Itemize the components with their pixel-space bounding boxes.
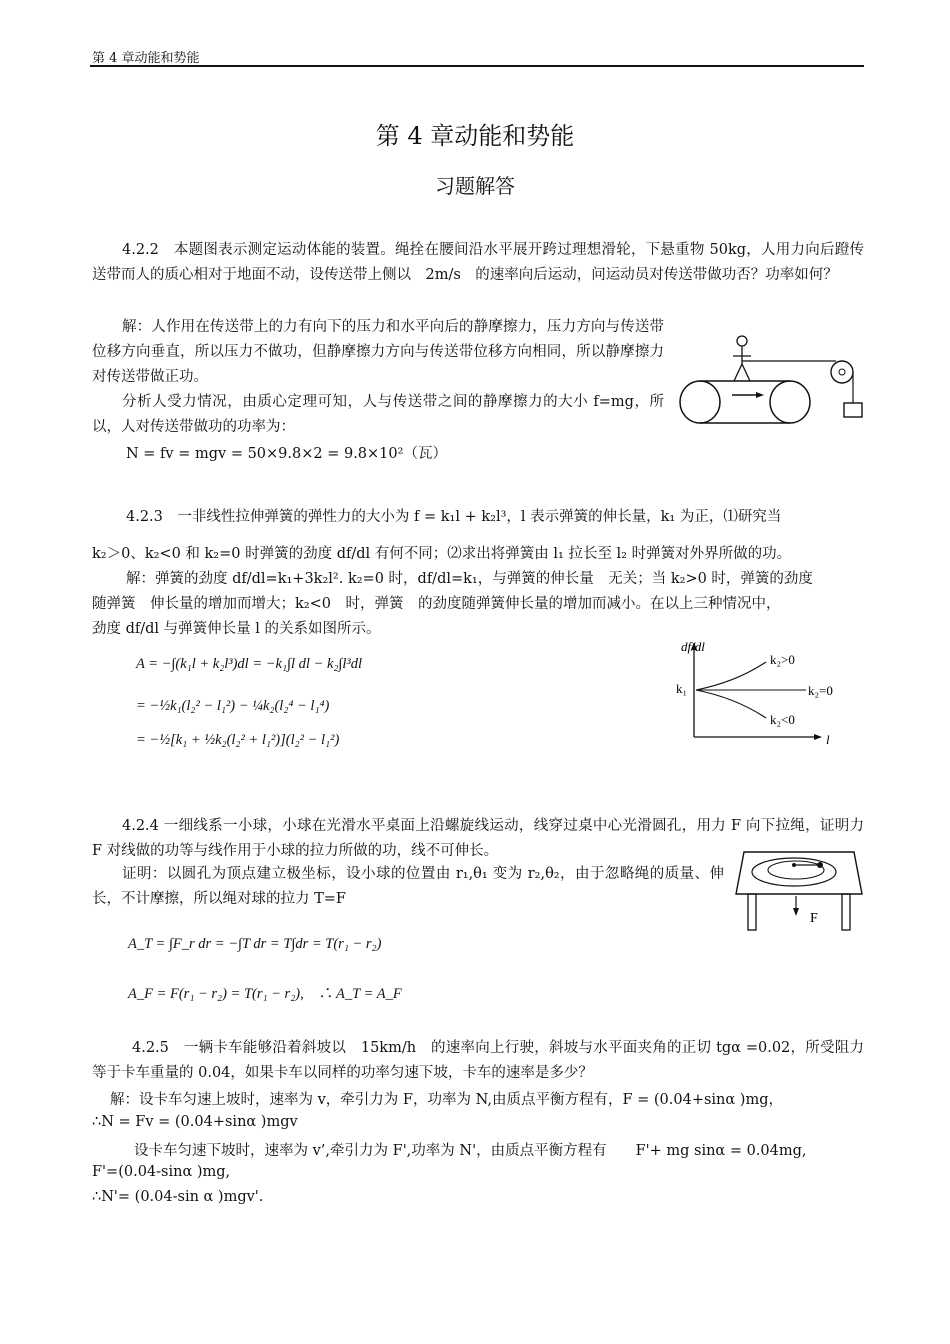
solution-4-2-5-line1: 解：设卡车匀速上坡时，速率为 v，牵引力为 F，功率为 N,由质点平衡方程有，F = (0.04+sinα )mg， — [110, 1092, 783, 1108]
solution-4-2-5-line4: F'=(0.04-sinα )mg, — [92, 1164, 231, 1180]
solution-4-2-2-para2: 分析人受力情况，由质心定理可知，人与传送带之间的静摩擦力的大小 f=mg，所以，人对传送带做功的功率为： — [92, 394, 664, 435]
figure-F-label: F — [810, 911, 818, 926]
graph-down-label: k₂<0 — [770, 712, 795, 727]
table-spiral-figure — [734, 844, 864, 944]
work-integral-eq3: = −½[k₁ + ½k₂(l₂² + l₁²)](l₂² − l₁²) — [136, 732, 340, 748]
graph-xlabel: l — [826, 732, 830, 747]
work-integral-eq2: = −½k₁(l₂² − l₁²) − ¼k₂(l₂⁴ − l₁⁴) — [136, 698, 330, 714]
solution-4-2-5-line2: ∴N = Fv = (0.04+sinα )mgv — [92, 1114, 298, 1130]
graph-k1-label: k₁ — [676, 681, 688, 696]
solution-4-2-3-line1: 解：弹簧的劲度 df/dl=k₁+3k₂l². k₂=0 时，df/dl=k₁，与弹簧的伸长量 无关；当 k₂>0 时，弹簧的劲度 — [126, 571, 813, 587]
power-equation: N = fv = mgv = 50×9.8×2 = 9.8×10²（瓦） — [126, 446, 447, 462]
graph-up-label: k₂>0 — [770, 652, 795, 667]
problem-4-2-3-line2: k₂＞0、k₂<0 和 k₂=0 时弹簧的劲度 df/dl 有何不同；⑵求出将弹簧由 l₁ 拉长至 l₂ 时弹簧对外界所做的功。 — [92, 546, 792, 562]
solution-4-2-3-line2: 随弹簧 伸长量的增加而增大；k₂<0 时，弹簧 的劲度随弹簧伸长量的增加而减小。在以上三种情况中， — [92, 596, 781, 612]
proof-4-2-4: 证明：以圆孔为顶点建立极坐标，设小球的位置由 r₁,θ₁ 变为 r₂,θ₂，由于忽略绳的质量、伸长，不计摩擦，所以绳对球的拉力 T=F — [92, 866, 724, 907]
solution-4-2-3-line3: 劲度 df/dl 与弹簧伸长量 l 的关系如图所示。 — [92, 621, 381, 637]
solution-4-2-5-line3: 设卡车匀速下坡时，速率为 v’,牵引力为 F',功率为 N'，由质点平衡方程有 F'+ mg sinα = 0.04mg, — [134, 1143, 807, 1159]
chapter-title: 第 4 章动能和势能 — [375, 122, 575, 150]
problem-4-2-4: 4.2.4 一细线系一小球，小球在光滑水平桌面上沿螺旋线运动，线穿过桌中心光滑圆孔，用力 F 向下拉绳，证明力 F 对线做的功等与线作用于小球的拉力所做的功，线不可伸长。 — [92, 818, 864, 859]
treadmill-figure — [676, 330, 866, 430]
graph-flat-label: k₂=0 — [808, 683, 833, 698]
solution-4-2-5-line5: ∴N'= (0.04-sin α )mgv'. — [92, 1189, 264, 1205]
problem-4-2-2: 4.2.2 本题图表示测定运动体能的装置。绳拴在腰间沿水平展开跨过理想滑轮，下悬重物 50kg，人用力向后蹬传送带而人的质心相对于地面不动，设传送带上侧以 2m/s 的速率向后运动，问运动员对传送带做功否？功率如何？ — [92, 242, 864, 283]
problem-4-2-3-line1: 4.2.3 一非线性拉伸弹簧的弹性力的大小为 f = k₁l + k₂l³，l 表示弹簧的伸长量，k₁ 为正，⑴研究当 — [126, 509, 782, 525]
work-equation-T: A_T = ∫F_r dr = −∫T dr = T∫dr = T(r₁ − r₂) — [128, 936, 382, 952]
work-equation-F: A_F = F(r₁ − r₂) = T(r₁ − r₂), ∴ A_T = A_F — [128, 986, 402, 1002]
running-header: 第 4 章动能和势能 — [92, 51, 200, 66]
header-rule — [90, 65, 864, 67]
graph-ylabel: df/dl — [681, 639, 705, 654]
solution-4-2-2-para1: 解：人作用在传送带上的力有向下的压力和水平向后的静摩擦力，压力方向与传送带位移方向垂直，所以压力不做功，但静摩擦力方向与传送带位移方向相同，所以静摩擦力对传送带做正功。 — [92, 319, 664, 385]
work-integral-eq1: A = −∫(k₁l + k₂l³)dl = −k₁∫l dl − k₂∫l³dl — [136, 656, 363, 672]
problem-4-2-5: 4.2.5 一辆卡车能够沿着斜坡以 15km/h 的速率向上行驶，斜坡与水平面夹角的正切 tgα =0.02，所受阻力等于卡车重量的 0.04，如果卡车以同样的功率匀速下坡，卡车的速率是多少？ — [92, 1040, 864, 1081]
stiffness-graph — [676, 636, 856, 748]
section-subtitle: 习题解答 — [435, 174, 515, 198]
